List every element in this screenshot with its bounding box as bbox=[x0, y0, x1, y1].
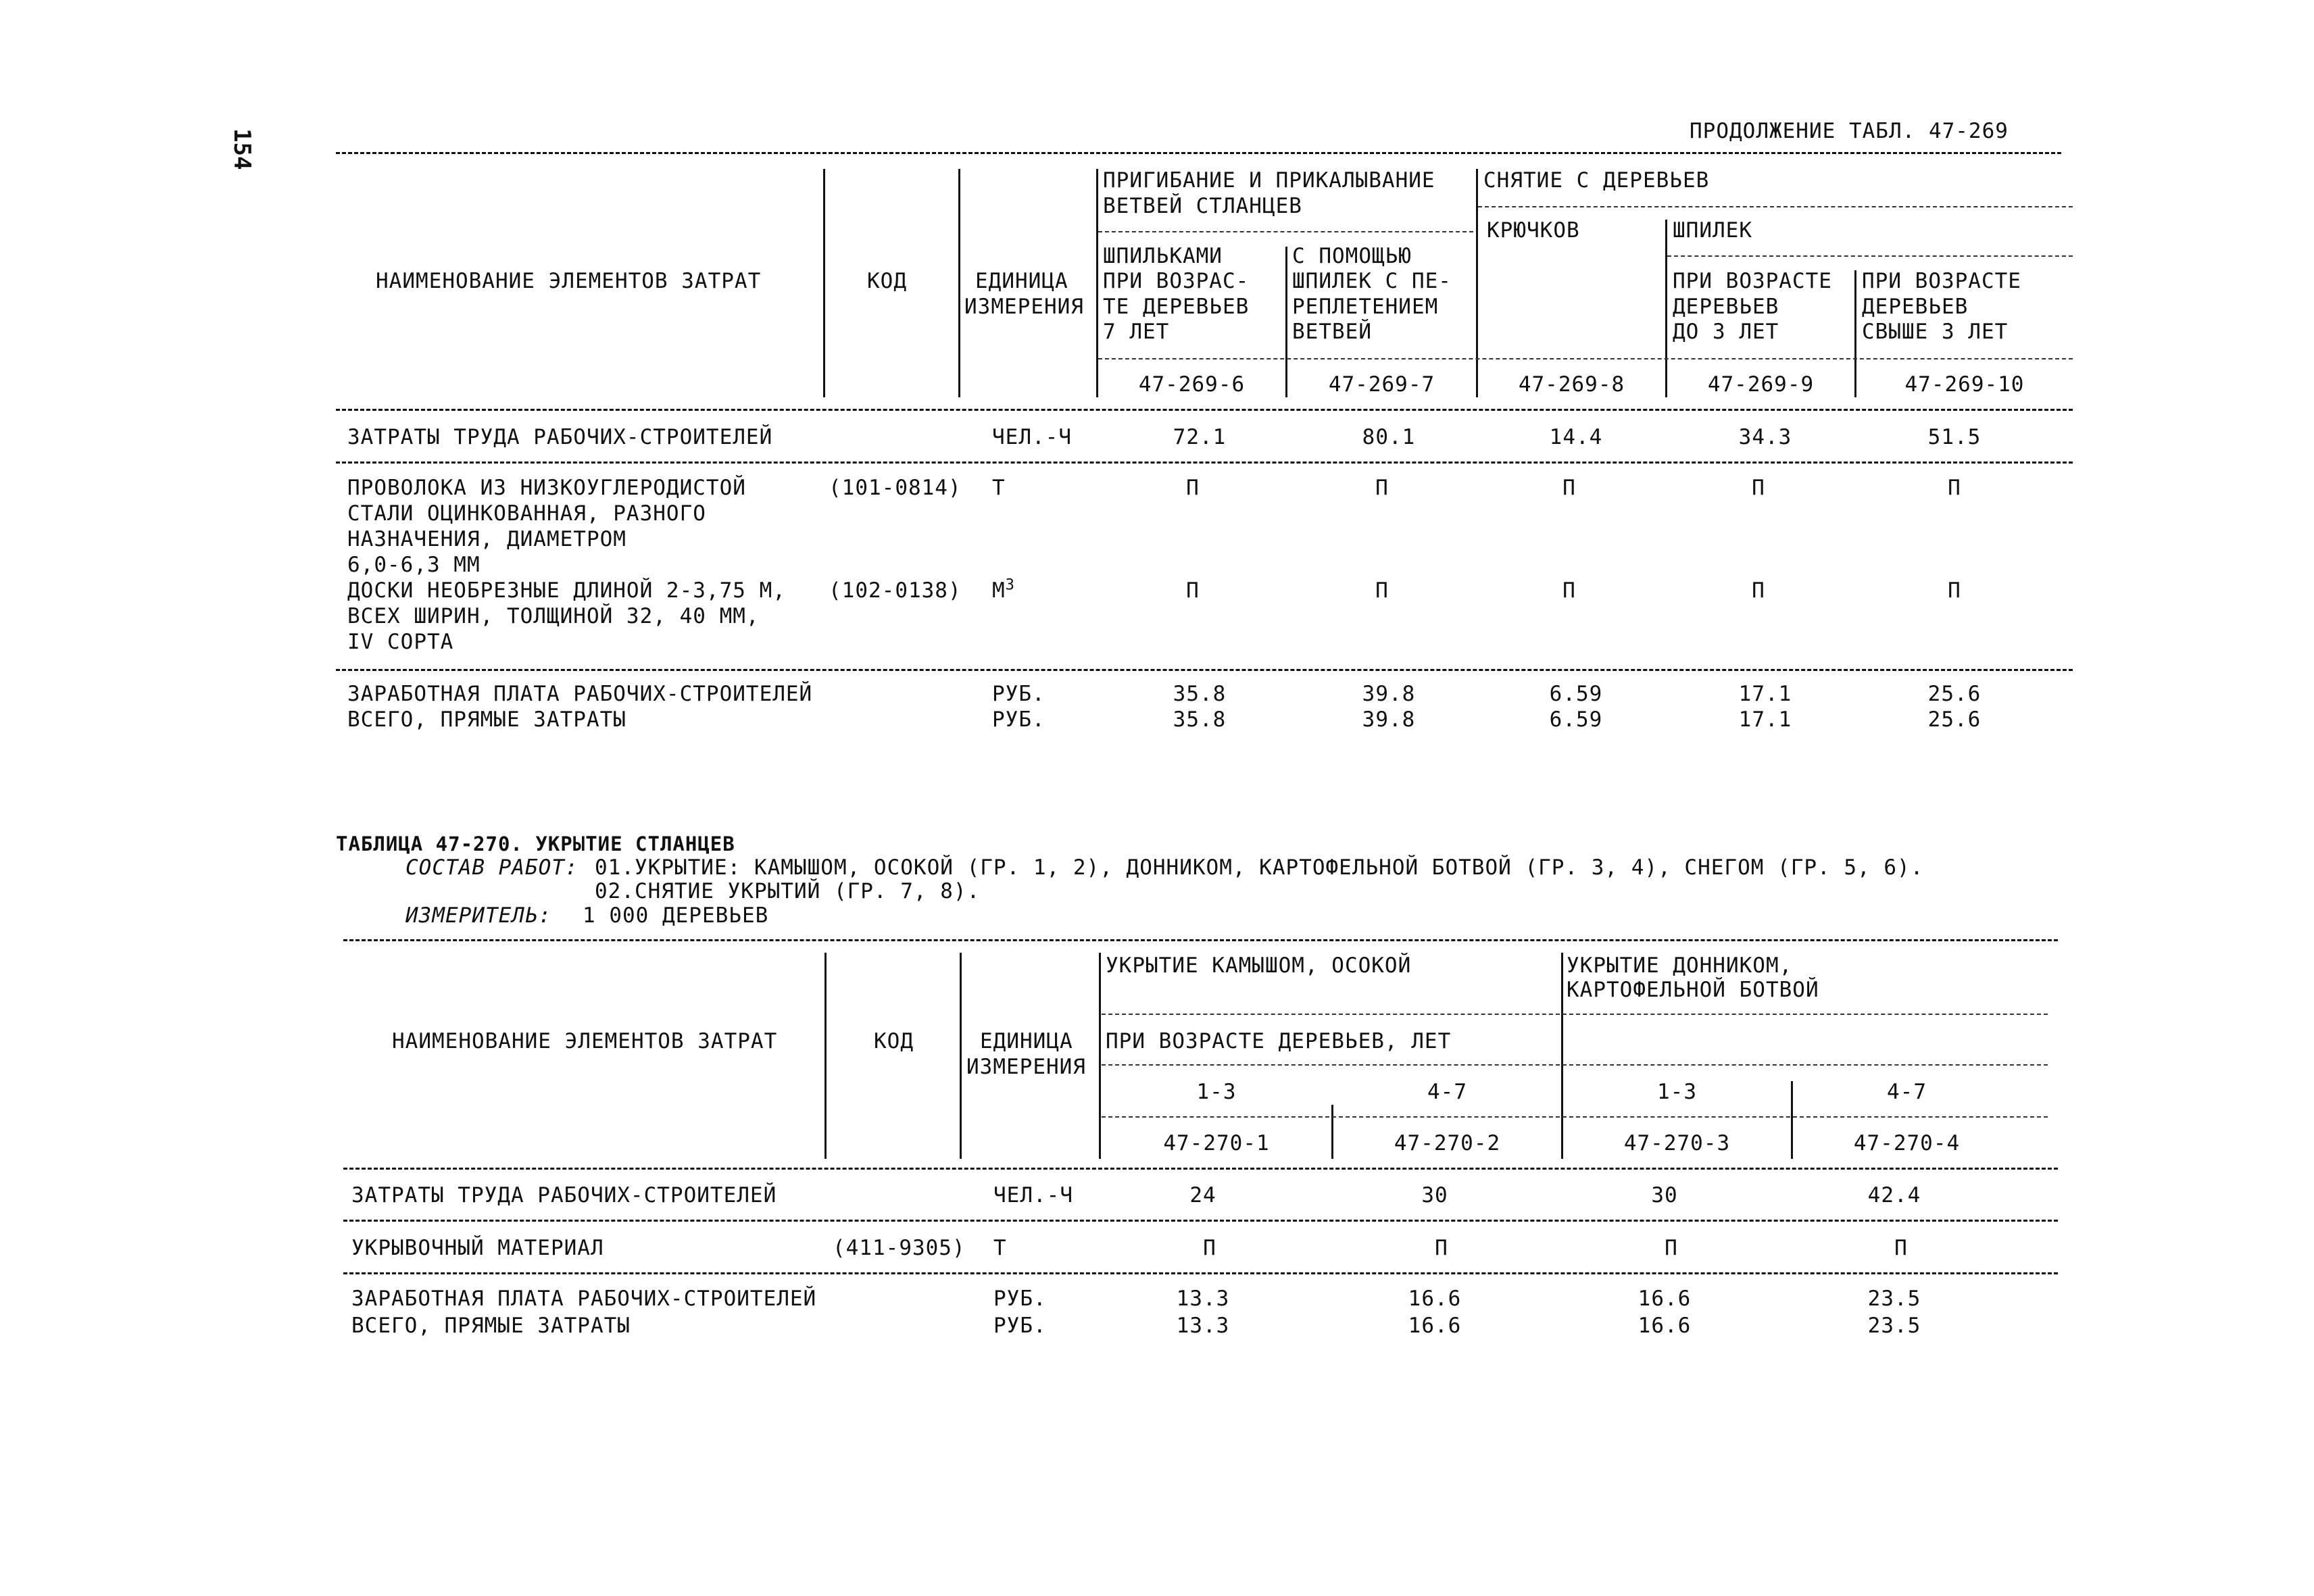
row-value-4: 17.1 bbox=[1738, 682, 1792, 706]
row-name-l3: IV СОРТА bbox=[347, 630, 454, 654]
table1-col-name: НАИМЕНОВАНИЕ ЭЛЕМЕНТОВ ЗАТРАТ bbox=[376, 269, 762, 293]
row-value-3: 16.6 bbox=[1638, 1287, 1692, 1311]
table1-header-bottom-rule bbox=[336, 409, 2073, 411]
table1-h7-l4: ВЕТВЕЙ bbox=[1292, 320, 1372, 344]
table1-col-unit-2: ИЗМЕРЕНИЯ bbox=[964, 295, 1084, 319]
row-value-2: 80.1 bbox=[1362, 425, 1416, 449]
row-value-3: 14.4 bbox=[1549, 425, 1603, 449]
table1-col-unit-1: ЕДИНИЦА bbox=[975, 269, 1068, 293]
row-value-4: 23.5 bbox=[1867, 1287, 1921, 1311]
row-value-3: П bbox=[1562, 476, 1576, 500]
row-value-2: 16.6 bbox=[1408, 1287, 1462, 1311]
table2-vline-code bbox=[960, 953, 962, 1159]
row-unit: Т bbox=[992, 476, 1006, 500]
row-value-2: П bbox=[1375, 476, 1389, 500]
table2-rule-after-labor bbox=[343, 1220, 2058, 1222]
row-code: (411-9305) bbox=[833, 1236, 966, 1260]
table1-h6-l4: 7 ЛЕТ bbox=[1103, 320, 1170, 344]
table1-h7-l3: РЕПЛЕТЕНИЕМ bbox=[1292, 295, 1439, 319]
row-unit: Т bbox=[993, 1236, 1007, 1260]
row-value-5: П bbox=[1948, 578, 1961, 603]
table1-vline-code bbox=[958, 169, 960, 397]
table1-rule-g1 bbox=[1098, 231, 1473, 232]
table2-code-1: 47-270-1 bbox=[1163, 1131, 1270, 1155]
table2-col-unit-1: ЕДИНИЦА bbox=[980, 1029, 1073, 1053]
row-unit: РУБ. bbox=[993, 1287, 1047, 1311]
row-value-3: 30 bbox=[1651, 1183, 1678, 1207]
row-value-1: П bbox=[1186, 476, 1200, 500]
row-name-l2: СТАЛИ ОЦИНКОВАННАЯ, РАЗНОГО bbox=[347, 501, 706, 526]
table1-group1-l1: ПРИГИБАНИЕ И ПРИКАЛЫВАНИЕ bbox=[1103, 168, 1435, 193]
table2-col-name: НАИМЕНОВАНИЕ ЭЛЕМЕНТОВ ЗАТРАТ bbox=[392, 1029, 778, 1053]
table2-rule-age bbox=[1102, 1064, 2048, 1066]
row-unit bbox=[992, 578, 1015, 603]
meter-label: ИЗМЕРИТЕЛЬ: bbox=[405, 903, 552, 928]
table1-vline-name bbox=[823, 169, 825, 397]
table1-group2: СНЯТИЕ С ДЕРЕВЬЕВ bbox=[1483, 168, 1710, 193]
row-value-4: 23.5 bbox=[1867, 1314, 1921, 1338]
row-value-5: 25.6 bbox=[1927, 682, 1981, 706]
table2-age-1: 1-3 bbox=[1196, 1080, 1237, 1104]
row-value-3: П bbox=[1665, 1236, 1678, 1260]
table1-h6-l2: ПРИ ВОЗРАС- bbox=[1103, 269, 1250, 293]
row-value-5: 51.5 bbox=[1927, 425, 1981, 449]
table1-code-4: 47-269-9 bbox=[1707, 372, 1815, 397]
table1-rule-g2 bbox=[1478, 206, 2073, 207]
row-value-5: 25.6 bbox=[1927, 707, 1981, 732]
table1-h10-l2: ДЕРЕВЬЕВ bbox=[1862, 295, 1969, 319]
row-value-3: 6.59 bbox=[1549, 707, 1603, 732]
row-value-2: П bbox=[1375, 578, 1389, 603]
row-name: ВСЕГО, ПРЯМЫЕ ЗАТРАТЫ bbox=[351, 1314, 631, 1338]
table1-rule-codes bbox=[1098, 358, 2073, 359]
table2-age-4: 4-7 bbox=[1887, 1080, 1927, 1104]
table2-col-unit-2: ИЗМЕРЕНИЯ bbox=[966, 1055, 1086, 1079]
table2-vline-unit bbox=[1099, 953, 1101, 1159]
table2-header-bottom-rule bbox=[343, 1168, 2058, 1170]
row-unit: ЧЕЛ.-Ч bbox=[993, 1183, 1073, 1207]
row-name-l1: ПРОВОЛОКА ИЗ НИЗКОУГЛЕРОДИСТОЙ bbox=[347, 476, 746, 500]
row-value-2: 16.6 bbox=[1408, 1314, 1462, 1338]
table2-group2-l1: УКРЫТИЕ ДОННИКОМ, bbox=[1567, 953, 1793, 978]
table1-h7-l1: С ПОМОЩЬЮ bbox=[1292, 244, 1412, 268]
row-value-4: 17.1 bbox=[1738, 707, 1792, 732]
row-unit: ЧЕЛ.-Ч bbox=[992, 425, 1072, 449]
row-name-l1: ДОСКИ НЕОБРЕЗНЫЕ ДЛИНОЙ 2-3,75 М, bbox=[347, 578, 786, 603]
row-name: ЗАРАБОТНАЯ ПЛАТА РАБОЧИХ-СТРОИТЕЛЕЙ bbox=[351, 1287, 817, 1311]
row-name-l2: ВСЕХ ШИРИН, ТОЛЩИНОЙ 32, 40 ММ, bbox=[347, 604, 760, 628]
table1-h9-l2: ДЕРЕВЬЕВ bbox=[1673, 295, 1779, 319]
table1-code-2: 47-269-7 bbox=[1328, 372, 1435, 397]
row-value-2: П bbox=[1435, 1236, 1448, 1260]
row-value-1: 72.1 bbox=[1173, 425, 1227, 449]
row-value-2: 30 bbox=[1421, 1183, 1448, 1207]
row-code: (102-0138) bbox=[829, 578, 962, 603]
table1-sub-hooks: КРЮЧКОВ bbox=[1487, 218, 1580, 243]
table1-h6-l3: ТЕ ДЕРЕВЬЕВ bbox=[1103, 295, 1250, 319]
table2-vline-c3 bbox=[1561, 953, 1563, 1159]
table2-rule-after-material bbox=[343, 1272, 2058, 1274]
row-value-1: 35.8 bbox=[1173, 707, 1227, 732]
table1-vline-c8 bbox=[1665, 220, 1667, 397]
row-value-4: П bbox=[1752, 578, 1765, 603]
continuation-note: ПРОДОЛЖЕНИЕ ТАБЛ. 47-269 bbox=[1690, 119, 2009, 143]
table1-rule-pins bbox=[1667, 255, 2073, 257]
table2-top-rule bbox=[343, 939, 2058, 941]
table2-group1: УКРЫТИЕ КАМЫШОМ, ОСОКОЙ bbox=[1106, 953, 1412, 978]
table1-vline-unit bbox=[1096, 169, 1098, 397]
row-unit: РУБ. bbox=[992, 707, 1045, 732]
work-composition-l2: 02.СНЯТИЕ УКРЫТИЙ (ГР. 7, 8). bbox=[595, 879, 981, 903]
table2-rule-codes bbox=[1102, 1116, 2048, 1118]
table1-col-code: КОД bbox=[867, 269, 907, 293]
table1-group1-l2: ВЕТВЕЙ СТЛАНЦЕВ bbox=[1103, 194, 1302, 218]
table2-group2-l2: КАРТОФЕЛЬНОЙ БОТВОЙ bbox=[1567, 978, 1819, 1002]
table1-h9-l3: ДО 3 ЛЕТ bbox=[1673, 320, 1779, 344]
row-value-2: 39.8 bbox=[1362, 682, 1416, 706]
row-unit-base: М bbox=[992, 578, 1006, 603]
row-value-1: 35.8 bbox=[1173, 682, 1227, 706]
row-value-1: 24 bbox=[1189, 1183, 1216, 1207]
table1-h9-l1: ПРИ ВОЗРАСТЕ bbox=[1673, 269, 1832, 293]
table2-age-2: 4-7 bbox=[1427, 1080, 1467, 1104]
table1-vline-c7 bbox=[1476, 169, 1478, 397]
table1-h10-l1: ПРИ ВОЗРАСТЕ bbox=[1862, 269, 2021, 293]
work-composition-l1: 01.УКРЫТИЕ: КАМЫШОМ, ОСОКОЙ (ГР. 1, 2), ДОННИКОМ, КАРТОФЕЛЬНОЙ БОТВОЙ (ГР. 3, 4), СНЕГОМ (ГР. 5, 6). bbox=[595, 855, 1924, 880]
table1-top-rule bbox=[336, 152, 2061, 154]
work-composition-label: СОСТАВ РАБОТ: bbox=[405, 855, 578, 880]
table2-rule-groups bbox=[1102, 1014, 2048, 1015]
row-value-3: 16.6 bbox=[1638, 1314, 1692, 1338]
table2-age-3: 1-3 bbox=[1657, 1080, 1697, 1104]
row-unit: РУБ. bbox=[993, 1314, 1047, 1338]
table2-age-header: ПРИ ВОЗРАСТЕ ДЕРЕВЬЕВ, ЛЕТ bbox=[1106, 1029, 1452, 1053]
row-value-1: 13.3 bbox=[1176, 1287, 1230, 1311]
row-value-4: П bbox=[1894, 1236, 1908, 1260]
table2-vline-name bbox=[824, 953, 827, 1159]
table1-sub-pins: ШПИЛЕК bbox=[1673, 218, 1752, 243]
row-value-5: П bbox=[1948, 476, 1961, 500]
row-name: ВСЕГО, ПРЯМЫЕ ЗАТРАТЫ bbox=[347, 707, 626, 732]
table2-col-code: КОД bbox=[874, 1029, 914, 1053]
row-name: ЗАТРАТЫ ТРУДА РАБОЧИХ-СТРОИТЕЛЕЙ bbox=[351, 1183, 777, 1207]
table1-code-5: 47-269-10 bbox=[1904, 372, 2025, 397]
row-name-l4: 6,0-6,3 ММ bbox=[347, 553, 481, 577]
row-name: ЗАТРАТЫ ТРУДА РАБОЧИХ-СТРОИТЕЛЕЙ bbox=[347, 425, 773, 449]
table1-rule-after-materials bbox=[336, 669, 2073, 671]
table1-rule-after-labor bbox=[336, 462, 2073, 464]
row-unit: РУБ. bbox=[992, 682, 1045, 706]
row-value-1: 13.3 bbox=[1176, 1314, 1230, 1338]
table1-h7-l2: ШПИЛЕК С ПЕ- bbox=[1292, 269, 1452, 293]
table2-code-2: 47-270-2 bbox=[1394, 1131, 1501, 1155]
table2-title: ТАБЛИЦА 47-270. УКРЫТИЕ СТЛАНЦЕВ bbox=[336, 832, 735, 855]
row-value-3: П bbox=[1562, 578, 1576, 603]
page-number: 154 bbox=[228, 128, 255, 170]
row-name: УКРЫВОЧНЫЙ МАТЕРИАЛ bbox=[351, 1236, 604, 1260]
table1-code-1: 47-269-6 bbox=[1138, 372, 1246, 397]
row-name: ЗАРАБОТНАЯ ПЛАТА РАБОЧИХ-СТРОИТЕЛЕЙ bbox=[347, 682, 813, 706]
row-value-4: 42.4 bbox=[1867, 1183, 1921, 1207]
row-value-4: 34.3 bbox=[1738, 425, 1792, 449]
table1-code-3: 47-269-8 bbox=[1518, 372, 1625, 397]
table2-code-3: 47-270-3 bbox=[1623, 1131, 1731, 1155]
row-name-l3: НАЗНАЧЕНИЯ, ДИАМЕТРОМ bbox=[347, 527, 626, 551]
row-value-4: П bbox=[1752, 476, 1765, 500]
row-value-1: П bbox=[1203, 1236, 1216, 1260]
table1-h10-l3: СВЫШЕ 3 ЛЕТ bbox=[1862, 320, 2009, 344]
table2-code-4: 47-270-4 bbox=[1853, 1131, 1961, 1155]
row-value-2: 39.8 bbox=[1362, 707, 1416, 732]
table1-h6-l1: ШПИЛЬКАМИ bbox=[1103, 244, 1223, 268]
row-unit-sup: 3 bbox=[1005, 576, 1015, 594]
row-value-1: П bbox=[1186, 578, 1200, 603]
row-value-3: 6.59 bbox=[1549, 682, 1603, 706]
meter-value: 1 000 ДЕРЕВЬЕВ bbox=[583, 903, 769, 928]
row-code: (101-0814) bbox=[829, 476, 962, 500]
